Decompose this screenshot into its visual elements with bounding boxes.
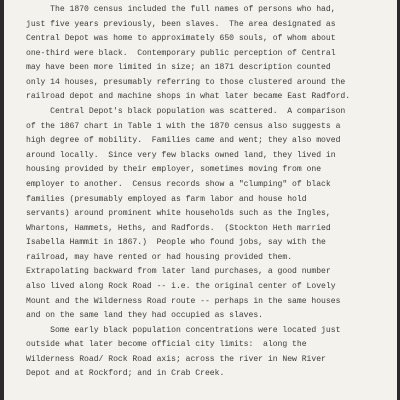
text-line: Wilderness Road/ Rock Road axis; across the river in New River xyxy=(26,354,326,364)
text-line: around locally. Since very few blacks owned land, they lived in xyxy=(26,150,336,160)
text-line: The 1870 census included the full names of persons who had, xyxy=(26,5,336,14)
text-line: also lived along Rock Road -- i.e. the original center of Lovely xyxy=(26,281,336,291)
text-line: Some early black population concentrations were located just xyxy=(26,325,341,335)
text-line: just five years previously, been slaves. The area designated as xyxy=(26,19,336,29)
text-line: and on the same land they had occupied as slaves. xyxy=(26,311,264,321)
text-line: families (presumably employed as farm labor and house hold xyxy=(26,194,307,204)
body-text xyxy=(26,3,388,382)
text-line: outside what later become official city limits: along the xyxy=(26,340,307,350)
text-line: Extrapolating backward from later land purchases, a good number xyxy=(26,267,331,277)
text-line: of the 1867 chart in Table 1 with the 1870 census also suggests a xyxy=(26,121,341,131)
text-line: Isabella Hammit in 1867.) People who found jobs, say with the xyxy=(26,238,326,248)
text-line: housing provided by their employer, sometimes moving from one xyxy=(26,165,322,175)
text-line: high degree of mobility. Families came and went; they also moved xyxy=(26,136,341,146)
text-line: only 14 houses, presumably referring to those clustered around the xyxy=(26,77,346,87)
text-line: employer to another. Census records show a "clumping" of black xyxy=(26,179,331,189)
text-line: one-third were black. Contemporary public perception of Central xyxy=(26,48,336,58)
text-line: Central Depot's black population was scattered. A comparison xyxy=(26,107,346,117)
text-line: Depot and at Rockford; and in Crab Creek. xyxy=(26,369,225,379)
text-line: railroad depot and machine shops in what later became East Radford. xyxy=(26,92,351,102)
text-line: Whartons, Hammets, Heths, and Radfords. (Stockton Heth married xyxy=(26,223,331,233)
text-line: Mount and the Wilderness Road route -- perhaps in the same houses xyxy=(26,296,341,306)
text-line: Central Depot was home to approximately 650 souls, of whom about xyxy=(26,34,336,44)
scan-edge-left xyxy=(0,0,4,400)
text-line: railroad, may have rented or had housing provided them. xyxy=(26,252,293,262)
text-line: may have been more limited in size; an 1871 description counted xyxy=(26,63,331,73)
document-page xyxy=(4,0,397,400)
text-line: servants) around prominent white households such as the Ingles, xyxy=(26,209,331,219)
